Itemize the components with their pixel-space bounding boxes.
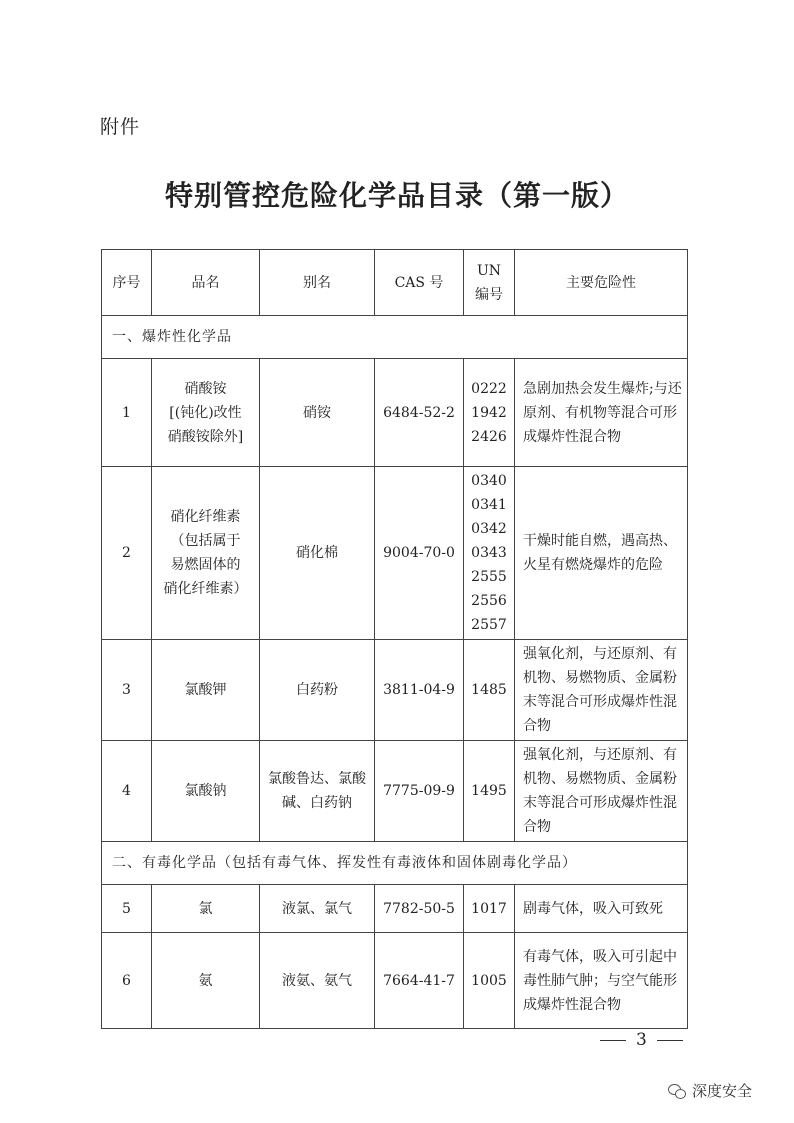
cell-hazard: 强氧化剂，与还原剂、有机物、易燃物质、金属粉末等混合可形成爆炸性混合物 [515, 741, 688, 842]
cell-hazard: 急剧加热会发生爆炸;与还原剂、有机物等混合可形成爆炸性混合物 [515, 359, 688, 467]
chemical-catalog-table [101, 249, 688, 1029]
cell-hazard: 剧毒气体，吸入可致死 [515, 885, 688, 933]
name-line: 硝酸铵除外] [167, 428, 244, 445]
table-row [102, 933, 688, 1029]
cell-alias: 白药粉 [260, 640, 375, 741]
table-row [102, 359, 688, 467]
cell-alias: 硝铵 [260, 359, 375, 467]
cell-name [152, 885, 260, 933]
table-row [102, 640, 688, 741]
name-line: 氯酸钠 [184, 783, 227, 799]
un-number: 1017 [471, 900, 507, 917]
name-line: （包括属于 [170, 533, 241, 549]
un-number: 0342 [471, 521, 507, 537]
header-hazard: 主要危险性 [515, 250, 688, 316]
cell-name [152, 640, 260, 741]
wechat-icon [668, 1083, 686, 1099]
header-un [464, 250, 515, 316]
un-number: 0341 [471, 497, 507, 513]
page-dash-left [600, 1040, 626, 1041]
table-row [102, 467, 688, 640]
un-number: 1005 [471, 972, 507, 989]
cell-cas: 6484-52-2 [375, 359, 464, 467]
page-number-value: 3 [636, 1030, 647, 1050]
cell-un [464, 467, 515, 640]
cell-no: 3 [102, 640, 152, 741]
cell-hazard: 干燥时能自燃，遇高热、火星有燃烧爆炸的危险 [515, 467, 688, 640]
section-row [102, 316, 688, 359]
watermark-text: 深度安全 [692, 1082, 753, 1100]
cell-name [152, 359, 260, 467]
cell-alias: 液氯、氯气 [260, 885, 375, 933]
watermark [668, 1080, 752, 1101]
document-title: 特别管控危险化学品目录（第一版） [164, 179, 629, 212]
header-un-top: UN [476, 262, 502, 279]
header-alias: 别名 [260, 250, 375, 316]
un-number: 2555 [471, 569, 507, 585]
cell-no: 6 [102, 933, 152, 1029]
cell-alias: 硝化棉 [260, 467, 375, 640]
table-header-row [102, 250, 688, 316]
un-number: 0340 [471, 473, 507, 489]
un-number: 1485 [471, 682, 507, 698]
cell-no: 2 [102, 467, 152, 640]
table-body [102, 316, 688, 1029]
name-line: 氯 [198, 900, 213, 917]
cell-un [464, 359, 515, 467]
cell-cas: 3811-04-9 [375, 640, 464, 741]
cell-cas: 7775-09-9 [375, 741, 464, 842]
un-number: 0222 [471, 380, 507, 397]
annex-label: 附件 [100, 116, 141, 138]
cell-un [464, 741, 515, 842]
name-line: 硝化纤维素 [170, 509, 241, 525]
cell-hazard: 强氧化剂，与还原剂、有机物、易燃物质、金属粉末等混合可形成爆炸性混合物 [515, 640, 688, 741]
cell-alias: 氯酸鲁达、氯酸碱、白药钠 [260, 741, 375, 842]
un-number: 2556 [471, 593, 507, 609]
section-title: 二、有毒化学品（包括有毒气体、挥发性有毒液体和固体剧毒化学品） [102, 842, 688, 885]
cell-cas: 7664-41-7 [375, 933, 464, 1029]
name-line: [(钝化)改性 [169, 404, 242, 421]
cell-no: 1 [102, 359, 152, 467]
table-row [102, 741, 688, 842]
header-no: 序号 [102, 250, 152, 316]
header-name: 品名 [152, 250, 260, 316]
cell-name [152, 467, 260, 640]
cell-no: 5 [102, 885, 152, 933]
un-number: 0343 [471, 545, 507, 561]
name-line: 氨 [198, 972, 213, 989]
un-number: 1942 [471, 404, 507, 421]
cell-un [464, 933, 515, 1029]
page-dash-right [657, 1040, 683, 1041]
header-cas: CAS 号 [375, 250, 464, 316]
cell-un [464, 885, 515, 933]
cell-un [464, 640, 515, 741]
cell-cas: 7782-50-5 [375, 885, 464, 933]
cell-name [152, 741, 260, 842]
table-row [102, 885, 688, 933]
un-number: 2557 [471, 617, 507, 633]
name-line: 硝酸铵 [184, 380, 227, 397]
section-title: 一、爆炸性化学品 [102, 316, 688, 359]
cell-no: 4 [102, 741, 152, 842]
name-line: 硝化纤维素） [163, 581, 248, 597]
un-number: 1495 [471, 783, 507, 799]
cell-name [152, 933, 260, 1029]
cell-alias: 液氨、氨气 [260, 933, 375, 1029]
cell-cas: 9004-70-0 [375, 467, 464, 640]
header-un-bottom: 编号 [475, 286, 503, 303]
page-number [600, 1030, 683, 1050]
name-line: 氯酸钾 [184, 682, 227, 698]
name-line: 易燃固体的 [170, 557, 241, 573]
un-number: 2426 [471, 428, 507, 445]
section-row [102, 842, 688, 885]
cell-hazard: 有毒气体，吸入可引起中毒性肺气肿；与空气能形成爆炸性混合物 [515, 933, 688, 1029]
